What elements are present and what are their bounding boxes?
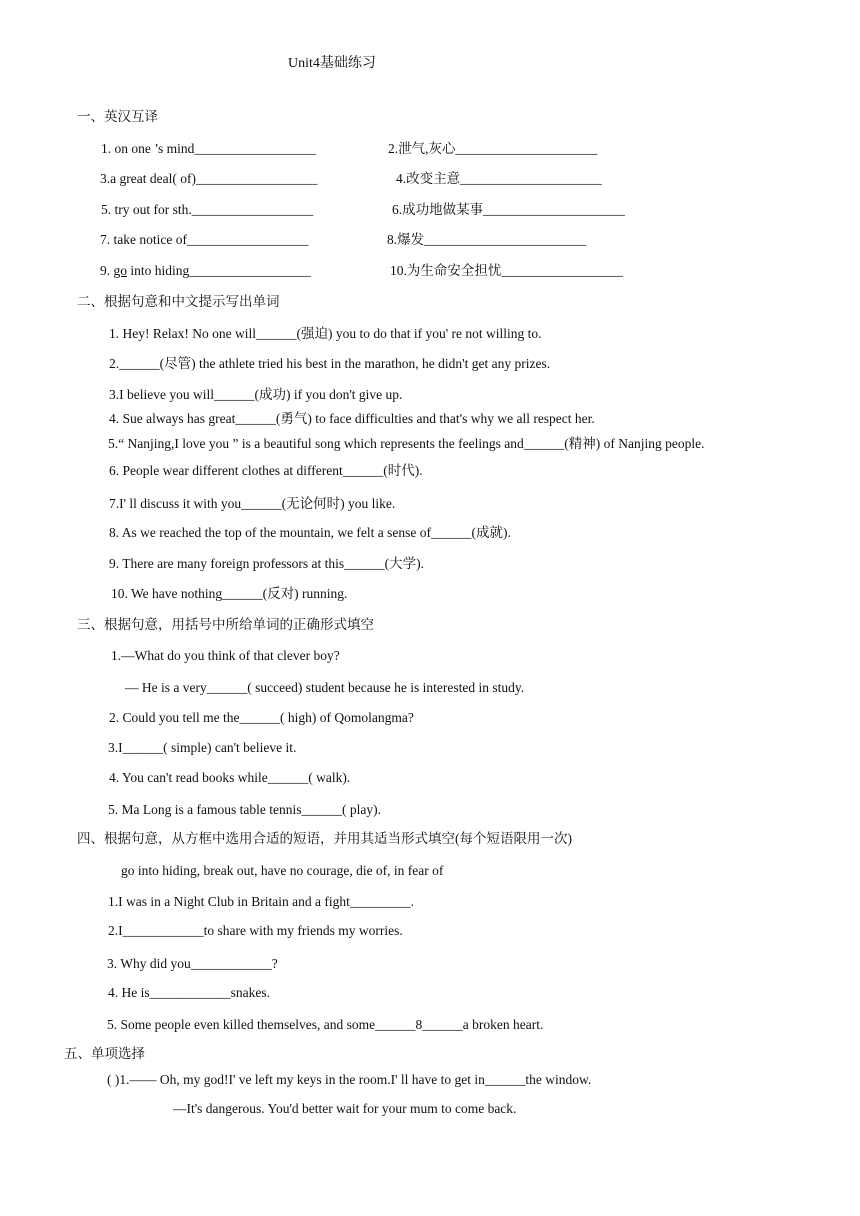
s2-item-4: 4. Sue always has great______(勇气) to face difficulties and that's why we all respect her. — [109, 411, 595, 426]
s1-item-10: 10.为生命安全担忧__________________ — [390, 263, 623, 278]
section-3-heading: 三、根据句意，用括号中所给单词的正确形式填空 — [77, 617, 374, 632]
s4-phrase-box: go into hiding, break out, have no courage, die of, in fear of — [121, 863, 444, 878]
s2-item-2: 2.______(尽管) the athlete tried his best in the marathon, he didn't get any prizes. — [109, 356, 551, 371]
s1-item-9-num: 9. — [100, 263, 114, 278]
section-5-heading: 五、单项选择 — [64, 1046, 145, 1061]
s5-question-1: ( )1.—— Oh, my god!I' ve left my keys in the room.I' ll have to get in______the window. — [107, 1072, 592, 1087]
s1-item-9-go: go — [113, 263, 127, 278]
s1-item-6: 6.成功地做某事_____________________ — [392, 202, 625, 217]
s1-item-3: 3.a great deal( of)__________________ — [100, 171, 318, 186]
s1-item-7: 7. take notice of__________________ — [100, 232, 309, 247]
page-title: Unit4基础练习 — [288, 56, 376, 71]
s3-item-1-answer: — He is a very______( succeed) student because he is interested in study. — [125, 680, 525, 695]
s1-item-5: 5. try out for sth.__________________ — [101, 202, 314, 217]
s2-item-9: 9. There are many foreign professors at this______(大学). — [109, 556, 425, 571]
s4-item-2: 2.I____________to share with my friends my worries. — [108, 923, 403, 938]
s1-item-9-rest: into hiding__________________ — [127, 263, 311, 278]
s3-item-3: 3.I______( simple) can't believe it. — [108, 740, 297, 755]
s4-item-4: 4. He is____________snakes. — [108, 985, 270, 1000]
s3-item-1: 1.—What do you think of that clever boy? — [111, 648, 340, 663]
section-4-heading: 四、根据句意，从方框中选用合适的短语，并用其适当形式填空(每个短语限用一次) — [77, 831, 572, 846]
s3-item-5: 5. Ma Long is a famous table tennis______( play). — [108, 802, 381, 817]
s4-item-1: 1.I was in a Night Club in Britain and a fight_________. — [108, 894, 414, 909]
s2-item-8: 8. As we reached the top of the mountain, we felt a sense of______(成就). — [109, 525, 511, 540]
s2-item-3: 3.I believe you will______(成功) if you don't give up. — [109, 387, 403, 402]
s2-item-7: 7.I' ll discuss it with you______(无论何时) you like. — [109, 496, 396, 511]
s2-item-5: 5.“ Nanjing,I love you ” is a beautiful song which represents the feelings and______(精神) of Nanjing people. — [108, 436, 705, 451]
s1-item-1: 1. on one ’s mind__________________ — [101, 141, 316, 156]
s1-item-4: 4.改变主意_____________________ — [396, 171, 602, 186]
s2-item-10: 10. We have nothing______(反对) running. — [111, 586, 348, 601]
s2-item-1: 1. Hey! Relax! No one will______(强迫) you to do that if you' re not willing to. — [109, 326, 542, 341]
s3-item-4: 4. You can't read books while______( walk). — [109, 770, 351, 785]
section-2-heading: 二、根据句意和中文提示写出单词 — [77, 294, 280, 309]
section-1-heading: 一、英汉互译 — [77, 109, 158, 124]
s4-item-3: 3. Why did you____________? — [107, 956, 278, 971]
s4-item-5: 5. Some people even killed themselves, and some______8______a broken heart. — [107, 1017, 544, 1032]
s1-item-9 — [100, 262, 311, 280]
s1-item-2: 2.泄气,灰心_____________________ — [388, 141, 598, 156]
s5-question-1-reply: —It's dangerous. You'd better wait for your mum to come back. — [173, 1101, 517, 1116]
s2-item-6: 6. People wear different clothes at different______(时代). — [109, 463, 423, 478]
s1-item-8: 8.爆发________________________ — [387, 232, 587, 247]
s3-item-2: 2. Could you tell me the______( high) of Qomolangma? — [109, 710, 414, 725]
